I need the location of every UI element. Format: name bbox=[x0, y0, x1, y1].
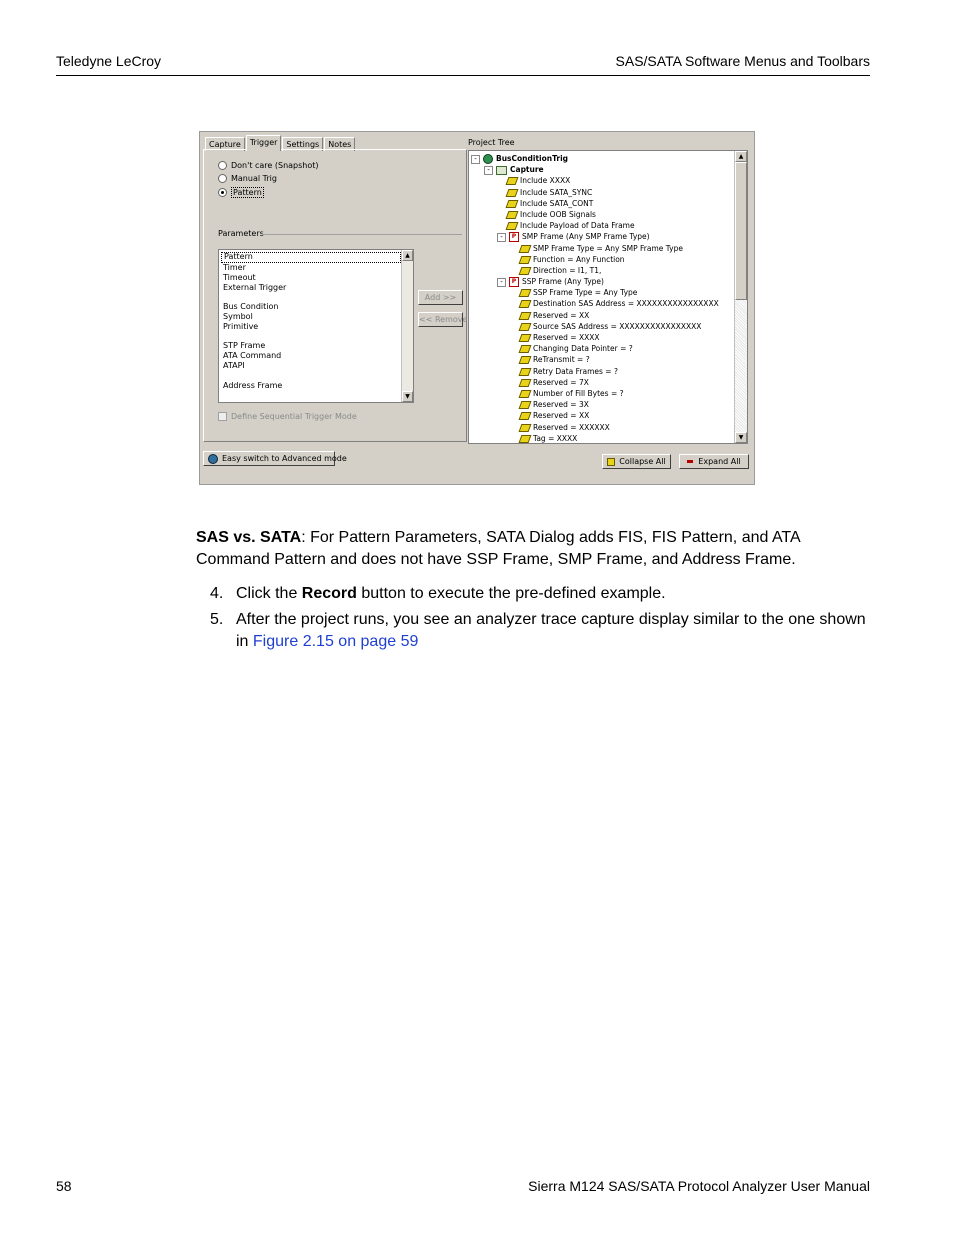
pencil-icon bbox=[519, 323, 532, 331]
radio-label: Manual Trig bbox=[231, 174, 277, 183]
tree-node[interactable] bbox=[471, 399, 733, 410]
tree-node-label: SSP Frame (Any Type) bbox=[522, 277, 604, 287]
scroll-down-icon[interactable]: ▼ bbox=[735, 432, 747, 443]
step-text bbox=[236, 609, 876, 653]
radio-icon bbox=[218, 188, 227, 197]
tree-node-label: ReTransmit = ? bbox=[533, 355, 590, 365]
footer-title: Sierra M124 SAS/SATA Protocol Analyzer User Manual bbox=[528, 1178, 870, 1194]
page-number: 58 bbox=[56, 1178, 72, 1194]
tree-node-label: SSP Frame Type = Any Type bbox=[533, 288, 638, 298]
pencil-icon bbox=[519, 424, 532, 432]
tree-node[interactable] bbox=[471, 265, 733, 276]
trigger-dialog-screenshot bbox=[199, 131, 755, 485]
list-item[interactable]: ATA Command bbox=[223, 351, 282, 361]
tree-node[interactable] bbox=[471, 164, 733, 175]
tree-node-label: Reserved = XXXX bbox=[533, 333, 600, 342]
tree-node[interactable] bbox=[471, 343, 733, 354]
tree-node[interactable] bbox=[471, 254, 733, 265]
tree-node-label: SMP Frame (Any SMP Frame Type) bbox=[522, 232, 650, 242]
step-number: 5. bbox=[210, 611, 224, 628]
collapse-all-button[interactable] bbox=[602, 454, 671, 469]
radio-dont-care[interactable] bbox=[218, 161, 319, 170]
step-text-before: After the project runs, you see an analyzer trace capture display similar to the one shown in bbox=[236, 611, 866, 650]
tree-node-label: Number of Fill Bytes = ? bbox=[533, 388, 624, 398]
tab-notes[interactable]: Notes bbox=[324, 137, 355, 151]
scroll-down-icon[interactable]: ▼ bbox=[402, 391, 413, 402]
header-right: SAS/SATA Software Menus and Toolbars bbox=[615, 53, 870, 69]
pencil-icon bbox=[519, 390, 532, 398]
pencil-icon bbox=[519, 267, 532, 275]
step-text-after: button to execute the pre-defined example. bbox=[356, 585, 666, 602]
radio-icon bbox=[218, 174, 227, 183]
tree-node-label: Reserved = XX bbox=[533, 310, 590, 320]
checkbox-label: Define Sequential Trigger Mode bbox=[231, 412, 357, 421]
tree-node[interactable] bbox=[471, 366, 733, 377]
tree-node[interactable] bbox=[471, 422, 733, 433]
list-item[interactable]: Pattern bbox=[221, 252, 401, 263]
list-item[interactable]: Address Frame bbox=[223, 380, 283, 390]
capture-icon bbox=[496, 166, 507, 175]
radio-manual-trig[interactable] bbox=[218, 174, 277, 183]
note-text: : For Pattern Parameters, SATA Dialog adds FIS, FIS Pattern, and ATA Command Pattern and does not have SSP Frame, SMP Frame, and Address Frame. bbox=[196, 529, 800, 568]
easy-switch-button[interactable] bbox=[203, 451, 347, 466]
radio-label: Don't care (Snapshot) bbox=[231, 161, 319, 170]
step-text bbox=[236, 583, 876, 605]
list-item[interactable] bbox=[221, 292, 401, 302]
pencil-icon bbox=[519, 256, 532, 264]
pencil-icon bbox=[506, 211, 519, 219]
tree-node[interactable] bbox=[471, 243, 733, 254]
tree-node-label: BusConditionTrig bbox=[496, 154, 569, 163]
tree-expander-icon[interactable]: - bbox=[497, 233, 506, 242]
tree-node-label: Source SAS Address = XXXXXXXXXXXXXXXX bbox=[533, 321, 702, 331]
tree-node-label: Include Payload of Data Frame bbox=[520, 221, 635, 231]
pencil-icon bbox=[519, 245, 532, 253]
tree-node-label: Reserved = 7X bbox=[533, 377, 589, 387]
tree-expander-icon[interactable]: - bbox=[484, 166, 493, 175]
tree-node-label: Function = Any Function bbox=[533, 254, 625, 264]
expand-all-button[interactable] bbox=[679, 454, 749, 469]
scroll-up-icon[interactable]: ▲ bbox=[735, 151, 747, 162]
tree-node-label: Capture bbox=[510, 165, 544, 175]
tree-node-label: Include XXXX bbox=[520, 176, 571, 186]
tree-node-label: Include SATA_CONT bbox=[520, 198, 594, 208]
tree-node-label: Tag = XXXX bbox=[533, 433, 578, 443]
tree-node[interactable] bbox=[471, 310, 733, 321]
checkbox-icon bbox=[218, 412, 227, 421]
tree-node-label: Include SATA_SYNC bbox=[520, 187, 593, 197]
tree-node[interactable] bbox=[471, 388, 733, 399]
header-rule bbox=[56, 75, 870, 76]
remove-button[interactable]: << Remove bbox=[418, 312, 463, 327]
tree-node[interactable] bbox=[471, 276, 733, 287]
parameters-label: Parameters bbox=[218, 229, 264, 238]
scroll-track[interactable] bbox=[402, 261, 413, 380]
tree-node-label: Reserved = XXXXXX bbox=[533, 422, 610, 432]
add-button[interactable]: Add >> bbox=[418, 290, 463, 305]
tree-node[interactable] bbox=[471, 187, 733, 198]
tree-node[interactable] bbox=[471, 287, 733, 298]
tree-expander-icon[interactable]: - bbox=[471, 155, 480, 164]
tree-node[interactable] bbox=[471, 354, 733, 365]
record-term: Record bbox=[301, 585, 357, 602]
list-item[interactable]: Symbol bbox=[223, 311, 253, 321]
tree-node[interactable] bbox=[471, 153, 733, 164]
list-item[interactable]: STP Frame bbox=[223, 341, 266, 351]
tree-nodes bbox=[471, 153, 733, 444]
switch-mode-icon bbox=[208, 454, 218, 464]
tree-node[interactable] bbox=[471, 209, 733, 220]
list-item[interactable]: ATAPI bbox=[223, 360, 245, 370]
pencil-icon bbox=[519, 289, 532, 297]
tree-node[interactable] bbox=[471, 433, 733, 444]
pencil-icon bbox=[506, 200, 519, 208]
pencil-icon bbox=[519, 379, 532, 387]
parameters-listbox[interactable] bbox=[218, 249, 414, 403]
note-lead: SAS vs. SATA bbox=[196, 529, 302, 546]
tree-node-label: Retry Data Frames = ? bbox=[533, 366, 618, 376]
tree-node[interactable] bbox=[471, 198, 733, 209]
tree-node[interactable] bbox=[471, 377, 733, 388]
tree-node-label: Destination SAS Address = XXXXXXXXXXXXXXXX bbox=[533, 299, 719, 309]
list-item[interactable]: Primitive bbox=[223, 321, 259, 331]
collapse-all-label: Collapse All bbox=[619, 457, 666, 466]
list-item[interactable]: Timeout bbox=[223, 272, 256, 282]
tree-node[interactable] bbox=[471, 298, 733, 309]
list-item[interactable] bbox=[221, 332, 401, 342]
list-item[interactable] bbox=[221, 371, 401, 381]
tree-node-label: Reserved = 3X bbox=[533, 400, 589, 410]
radio-label: Pattern bbox=[233, 188, 262, 197]
listbox-scrollbar[interactable] bbox=[401, 250, 413, 402]
pattern-icon: P bbox=[509, 232, 519, 242]
figure-link[interactable]: Figure 2.15 on page 59 bbox=[252, 633, 419, 650]
tree-node[interactable] bbox=[471, 410, 733, 421]
pencil-icon bbox=[506, 222, 519, 230]
tree-node[interactable] bbox=[471, 220, 733, 231]
list-item[interactable]: External Trigger bbox=[223, 282, 287, 292]
pencil-icon bbox=[519, 435, 532, 443]
define-sequential-checkbox[interactable] bbox=[218, 412, 357, 421]
pencil-icon bbox=[506, 189, 519, 197]
pencil-icon bbox=[519, 401, 532, 409]
sas-vs-sata-note bbox=[196, 527, 876, 571]
pencil-icon bbox=[519, 356, 532, 364]
project-icon bbox=[483, 154, 493, 164]
radio-pattern[interactable] bbox=[218, 187, 264, 198]
pencil-icon bbox=[506, 177, 519, 185]
parameters-divider bbox=[262, 234, 462, 235]
project-tree[interactable] bbox=[468, 150, 748, 444]
easy-switch-label: Easy switch to Advanced mode bbox=[222, 454, 347, 463]
pencil-icon bbox=[519, 334, 532, 342]
tree-node[interactable] bbox=[471, 175, 733, 186]
radio-icon bbox=[218, 161, 227, 170]
tree-node-label: Changing Data Pointer = ? bbox=[533, 344, 633, 354]
tree-node-label: Include OOB Signals bbox=[520, 209, 596, 219]
scroll-thumb[interactable] bbox=[735, 162, 747, 300]
pattern-icon: P bbox=[509, 277, 519, 287]
list-item[interactable]: Bus Condition bbox=[223, 302, 279, 312]
collapse-icon bbox=[607, 458, 615, 466]
tree-node-label: SMP Frame Type = Any SMP Frame Type bbox=[533, 243, 683, 253]
tab-capture[interactable]: Capture bbox=[205, 137, 245, 151]
step-text-before: Click the bbox=[236, 585, 302, 602]
tree-expander-icon[interactable]: - bbox=[497, 278, 506, 287]
pencil-icon bbox=[519, 345, 532, 353]
tree-node-label: Direction = I1, T1, bbox=[533, 265, 602, 275]
step-number: 4. bbox=[210, 585, 224, 602]
expand-all-label: Expand All bbox=[698, 457, 741, 466]
tab-trigger[interactable]: Trigger bbox=[246, 135, 282, 151]
pencil-icon bbox=[519, 300, 532, 308]
pencil-icon bbox=[519, 368, 532, 376]
pencil-icon bbox=[519, 412, 532, 420]
scroll-up-icon[interactable]: ▲ bbox=[402, 250, 413, 261]
tree-scrollbar[interactable] bbox=[734, 151, 747, 443]
pencil-icon bbox=[519, 312, 532, 320]
header-left: Teledyne LeCroy bbox=[56, 53, 162, 69]
listbox-items bbox=[221, 252, 401, 390]
tree-node[interactable] bbox=[471, 231, 733, 242]
tab-settings[interactable]: Settings bbox=[282, 137, 323, 151]
trigger-panel bbox=[203, 149, 467, 442]
project-tree-label: Project Tree bbox=[468, 138, 515, 147]
tree-node[interactable] bbox=[471, 321, 733, 332]
list-item[interactable]: Timer bbox=[223, 263, 246, 272]
expand-icon bbox=[687, 460, 693, 463]
tree-node-label: Reserved = XX bbox=[533, 411, 590, 421]
tree-node[interactable] bbox=[471, 332, 733, 343]
